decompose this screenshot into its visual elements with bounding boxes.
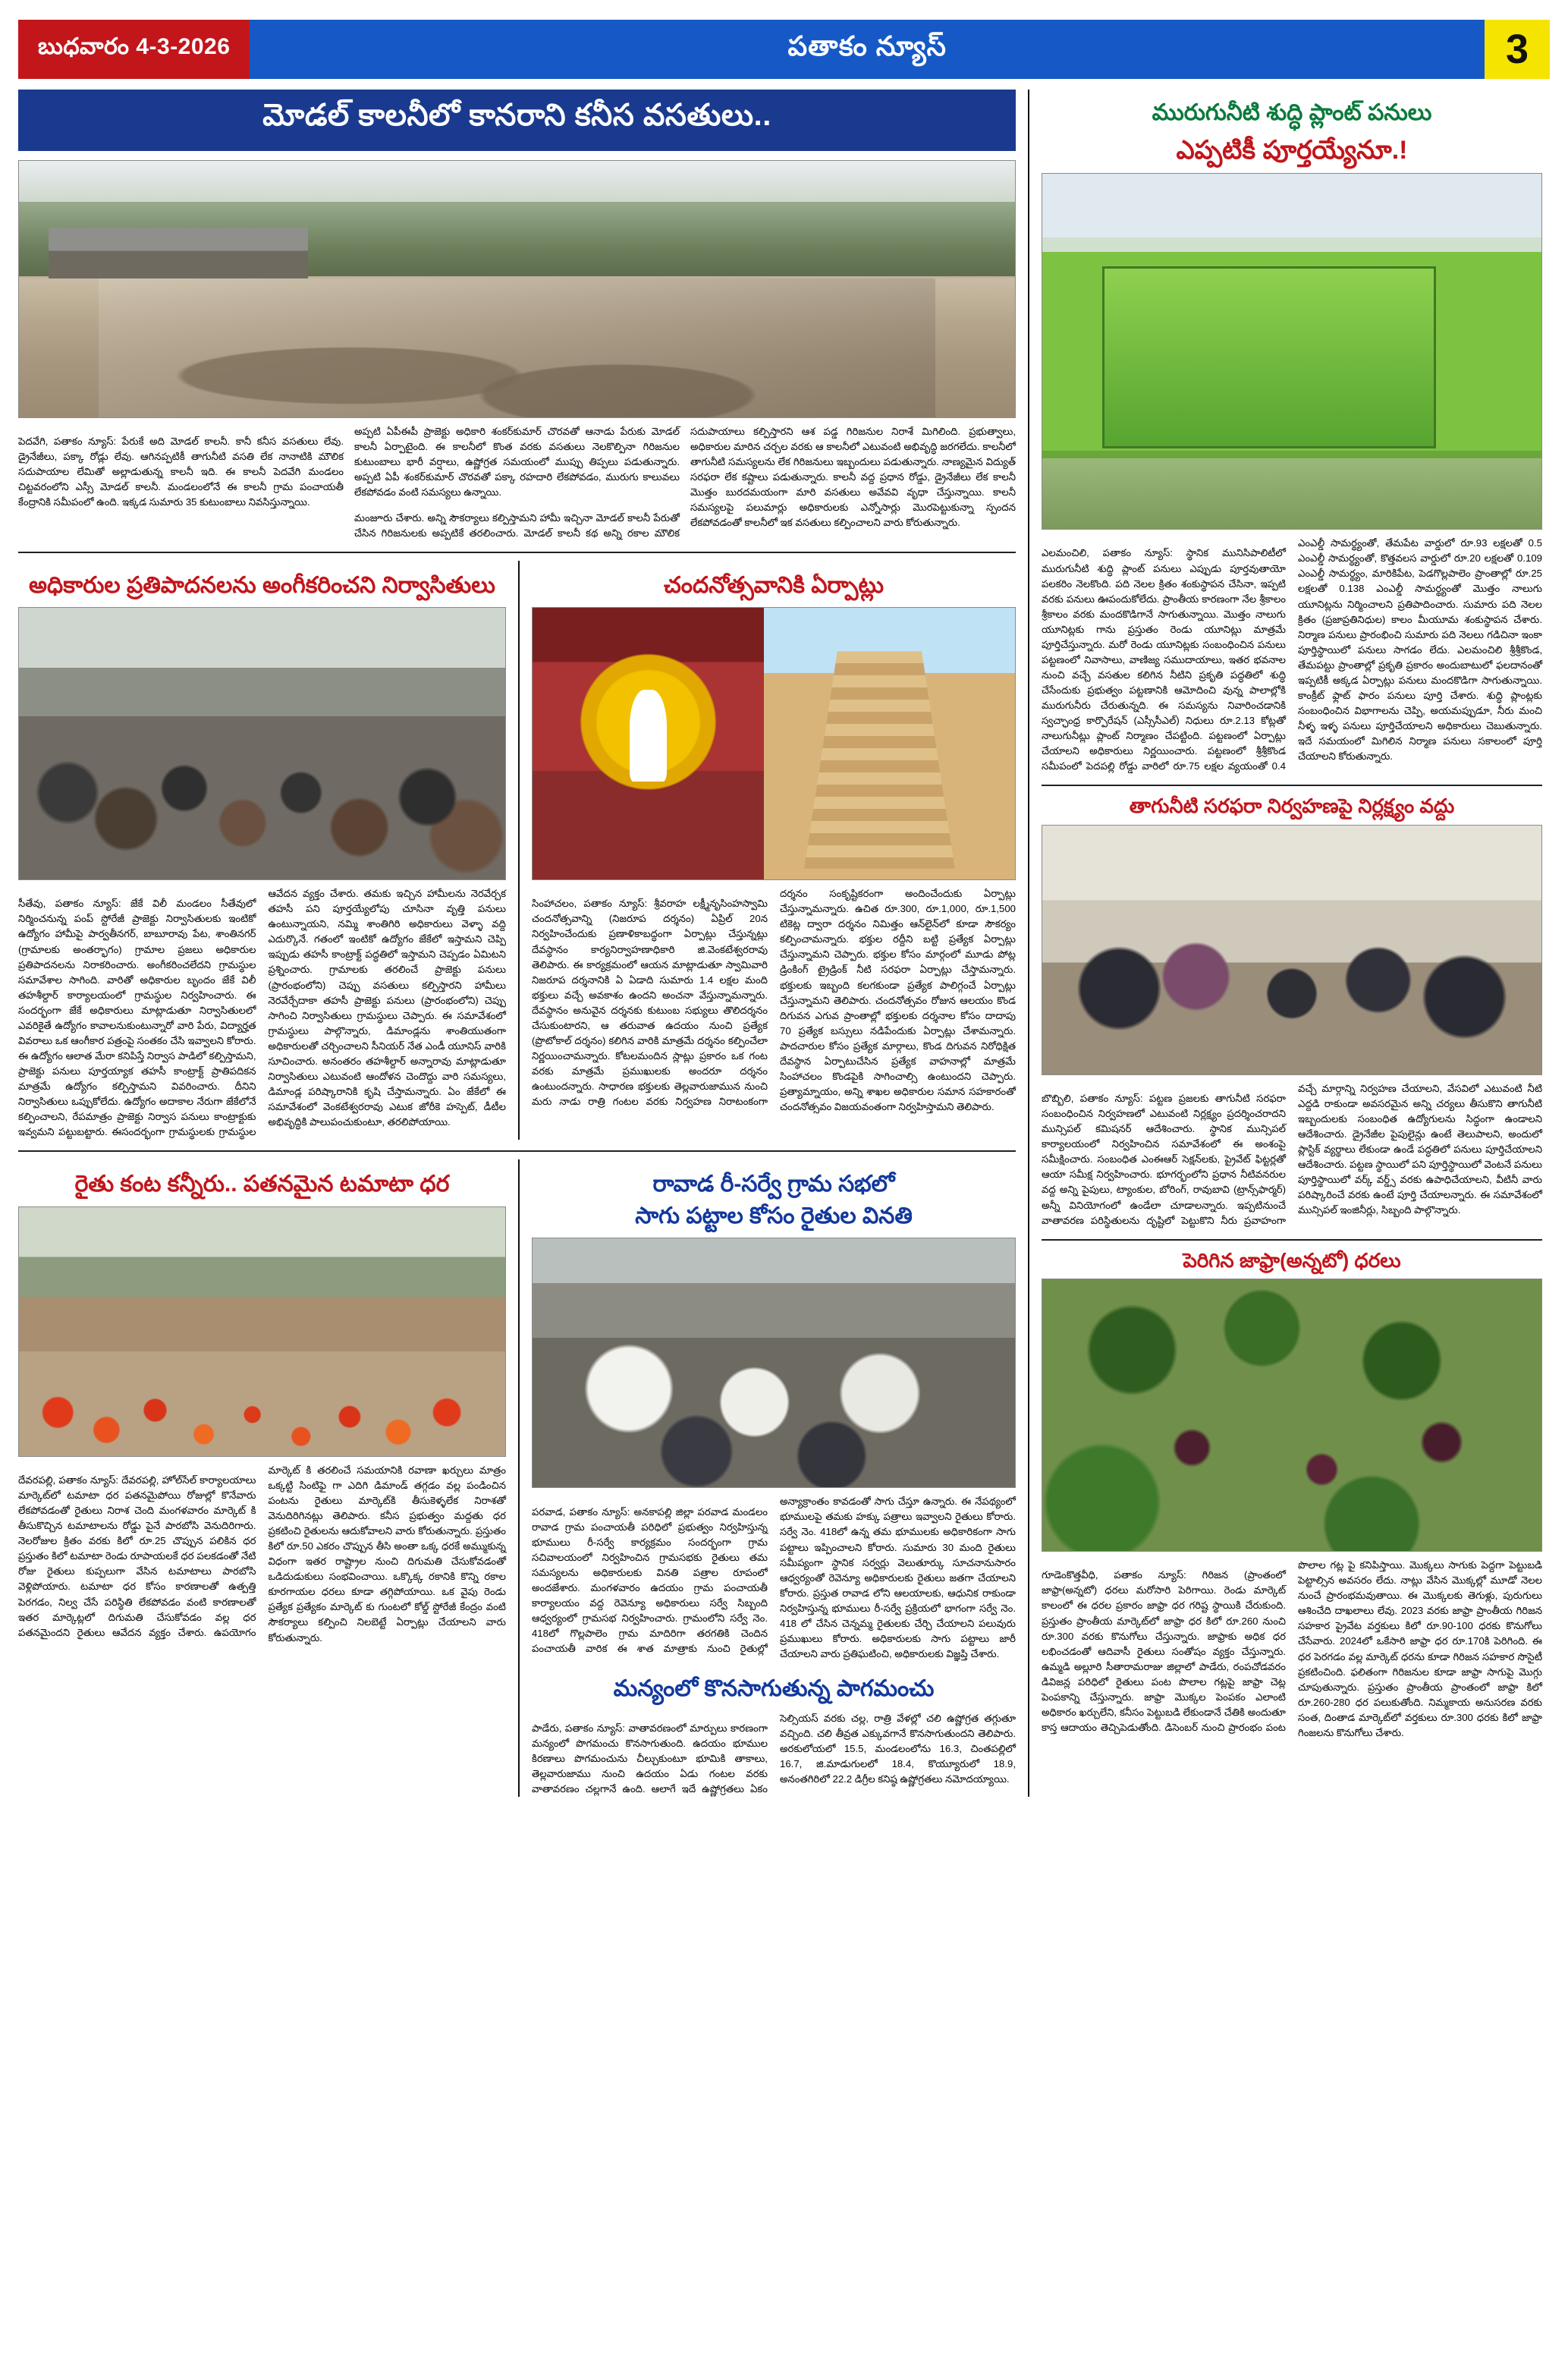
- story-water-supply-headline: తాగునీటి సరఫరా నిర్వహణపై నిర్లక్ష్యం వద్దు: [1129, 794, 1455, 818]
- story-jaffra-headline: పెరిగిన జాఫ్రా(అన్నటో) ధరలు: [1183, 1248, 1401, 1272]
- gopuram-image: [764, 608, 1015, 879]
- lead-story-headline: మోడల్ కాలనీలో కానరాని కనీస వసతులు..: [18, 90, 1016, 151]
- left-row-2: [18, 561, 1016, 1140]
- sewage-treatment-plant-photo: [1042, 173, 1542, 530]
- masthead: [18, 20, 1550, 79]
- story-protest-headline: అధికారుల ప్రతిపాదనలను అంగీకరించని నిర్వాసితులు: [29, 572, 495, 598]
- story-fog-headline: మన్యంలో కొనసాగుతున్న పాగమంచు: [613, 1676, 935, 1702]
- story-resurvey-headline-2: సాగు పట్టాల కోసం రైతుల వినతి: [635, 1203, 913, 1228]
- story-resurvey: [532, 1159, 1016, 1797]
- story-jaffra-body: గూడెంకొత్తవీధి, పతాకం న్యూస్: గిరిజన (ప్రాంతంలో జాఫ్రా(అన్నటో) ధరలు మరోసారి పెరిగాయి. రెండు మార్కెట్ కాలంలో ఈ ధరల ప్రకారం జాఫ్రా ధర గరిష్ట స్థాయికి చేరుకుంది. ప్రస్తుతం ప్రాంతీయ మార్కెట్‌లో జాఫ్రా ధర కిలో రూ.260 నుంచి రూ.300 వరకు కొనుగోలు చేస్తున్నారు. జాఫ్రాకు అధిక ధర లభించడంతో ఆదివాసీ రైతులు సంతోషం వ్యక్తం చేస్తున్నారు. ఉమ్మడి అల్లూరి సీతారామరాజు జిల్లాలో పాడేరు, రంపచోడవరం డివిజన్ల పరిధిలో రైతులు పంట పొలాల గట్లపై జాఫ్రా చెట్ల పెంపకాన్ని చేస్తున్నారు. జాఫ్రా మొక్కల పెంపకం ఎలాంటి అధికారం ఖర్చులేని, కనీసం పెట్టుబడి లేకుండానే చేతికి అందుతూ కాస్త ఆదాయం తెచ్చిపెడుతోంది. డిసెంబర్ నుంచి ప్రారంభం పంట పొలాల గట్ల పై కనిపిస్తాయి. మొక్కలు సాగుకు పెద్దగా పెట్టుబడి పెట్టాల్సిన అవసరం లేదు. నాట్లు వేసిన మొక్కల్లో మూడో నెలల నుంచే ప్రారంభమవుతాయి. ఈ మొక్కలకు తెగుళ్లు, పురుగులు ఆశించేది దాఖలాలు లేవు. 2023 వరకు జాఫ్రా ప్రాంతీయ గిరిజన సహకార ప్రైవేట వర్తకులు కిలో రూ.90-100 ధరకు కొనుగోలు చేసేవారు. 2024లో ఒకేసారి జాఫ్రా ధర రూ.170కి పెరిగింది. ఈ ధర పెరగడం వల్ల మార్కెట్ ధరను కూడా గిరిజన సహకార సొసైటీ ప్రకటించింది. ఫలితంగా గిరిజనుల కూడా జాఫ్రా సాగుపై మొగ్గు చూపుతున్నారు. ప్రస్తుతం ప్రాంతీయ ప్రాంతంలో జాఫ్రా కిలో రూ.260-280 ధర పలుకుతోంది. నిమ్మకాయ అనుసరణ వరకు సంత, దింతాడ మార్కెట్‌లో వర్తకులు రూ.300 ధరకు కిలో జాఫ్రా గింజలను కొనుగోలు చేశారు.: [1042, 1559, 1542, 1738]
- story-stp-headline: ఎప్పటికీ పూర్తయ్యేనూ.!: [1176, 135, 1408, 165]
- story-stp-body: ఎలమంచిలి, పతాకం న్యూస్: స్థానిక మునిసిపాలిటీలో మురుగునీటి శుద్ధి ప్లాంట్ పనులు ఎప్పుడు పూర్తవుతాయో పలకరిం నెలకొంది. పది నెలల క్రితం శంకుస్థాపన చేసినా, ఇప్పటి వరకు పనులు ఊపందుకోలేదు. ప్రాంతీయ కారణంగా నేల శ్రీకాలం శ్రీకాలం వరకు మందకొడిగానే సాగుతున్నాయి. మొత్తం నాలుగు యూనిట్లకు గాను ప్రస్తుతం రెండు యూనిట్లు మాత్రమే పూర్తిచేస్తున్నారు. మరో రెండు యూనిట్లకు సంబంధించిన పనులు పట్టణంలో నివాసాలు, వాణిజ్య సముదాయాలు, ఇతర భవనాల నుంచి వచ్చే వసతుల కలిగిన నీటిని ప్రకృతి పద్ధతిలో శుద్ధి చేసేందుకు ప్రభుత్వం పట్టణానికి ఆమోదించి వున్న పాలాల్లోకి మురుగునీరు చేరుతున్నది. ఈ సమస్యను నివారించడానికి స్వచ్ఛాంధ్ర కార్పొరేషన్ (ఎస్సీసీఎల్) నిధులు రూ.2.13 కోట్లతో నాలుగునీట్లు ప్లాంట్ నిర్మాణం చేపట్టింది. పట్టణంలో ఏర్పాట్లు చేయాలని అధికారులు నిర్ణయించారు. పట్టణంలో శ్రీశ్రీకొండ సమీపంలో పెదపల్లి రోడ్డు వారిలో రూ.75 లక్షల వ్యయంతో 0.4 ఎంఎల్డీ సామర్థ్యంతో, తేమపేట వార్డులో రూ.93 లక్షలతో 0.5 ఎంఎల్డీ సామర్థ్యంతో, కొత్తవలస వార్డులో రూ.20 లక్షలతో 0.109 ఎంఎల్డీ సామర్థ్యం, మారికిపేట, పెడగొల్లపాలెం ప్రాంతాల్లో రూ.25 లక్షలతో 0.138 ఎంఎల్డీ సామర్థ్యంతో మొత్తం నాలుగు యూనిట్లను నిర్మించాలని ప్రతిపాదించారు. సుమారు పది నెలల క్రితం (ప్రజాప్రతినిధుల) కాలం మీయూమ శంకుస్థాపన చేశారు. నిర్మాణ పనులు ప్రారంభించి సుమారు పది నెలలు గడిచినా ఇంకా పూర్తిస్థాయిలో పనులు సాగడం లేదు. ఎలమంచిలి శ్రీశ్రీకొండ, తేమపట్టు ప్రాంతాల్లో ప్రకృతి ప్రకారం అందుబాటులో ఫలదానంతో ఇప్పటికీ అక్కడ ఏర్పాట్లు పనులు మందకొడిగా సాగుతున్నాయి. కాంక్రీట్ ఫ్లాట్ ఫారం పనులు పూర్తి చేశారు. శుద్ధి ప్లాంట్లకు సంబంధించిన విభాగాలను చెప్పి, అయమప్పుడూ, నీరు మంచి నీళ్ళ ఇళ్ళ పనులు పూర్తిచేయాలని అధికారులు చెబుతున్నారు. ఇదే సమయంలో మిగిలిన నిర్మాణ పనులు సకాలంలో పూర్తి చేయాలని కోరుతున్నారు.: [1042, 537, 1542, 772]
- story-tomato-headline: రైతు కంట కన్నీరు.. పతనమైన టమాటా ధర: [74, 1172, 450, 1197]
- lead-story-body-3: మంజూరు చేశారు. అన్ని సౌకర్యాలు కల్పిస్తామని హామీ ఇచ్చినా మోడల్ కాలనీ పేరుతో చేసిన గిరిజనులకు అప్పటికే తరలించారు. మోడల్ కాలనీ కథ అన్ని రకాల మౌలిక సదుపాయాలు కల్పిస్తారని ఆశ పడ్డ గిరిజనుల నిరాశే మిగిలింది. ప్రభుత్వాలు, అధికారుల మారిన చర్చల వరకు ఆ కాలనీలో ఎటువంటి అభివృద్ధి జరగలేదు. కాలనీలో తాగునీటి సమస్యలను లేక గిరిజనులు ఇబ్బందులు పడుతున్నారు. నాణ్యమైన విద్యుత్ సరఫరా లేక కష్టాలు పడుతున్నారు. కాలనీ వద్ద ప్రధాన రోడ్డు, డ్రైనేజీలు లేక కాలనీ మొత్తం బురదమయంగా మారి వసతులు అవేవవి వృధా చేస్తున్నాయి. కాలనీ సమస్యలపై పలుమార్లు అధికారులకు ఎన్నోసార్లు మొరపెట్టుకున్నా స్పందన లేకపోవడంతో కాలనీలో ఇక వసతులు కల్పించాలని వారు కోరుతున్నారు.: [354, 426, 1016, 539]
- story-fog-body: పాడేరు, పతాకం న్యూస్: వాతావరణంలో మార్పులు కారణంగా మన్యంలో పొగమంచు కొనసాగుతుంది. ఉదయం భూముల కిరణాలు పొగమంచును చీల్చుకుంటూ భూమికి తాకాలు, తెల్లవారుజాము నుంచి ఉదయం ఏడు గంటల వరకు వాతావరణం చల్లగానే ఉంది. ఆలాగే ఇదే ఉష్ణోగ్రతలు ఏకం సెల్సియస్ వరకు చల్ల, రాత్రి వేళల్లో చలి ఉష్ణోగ్రత తగ్గుతూ వచ్చింది. చలి తీవ్రత ఎక్కువగానే కొనసాగుతుందని తెలిపారు. అరకులోయలో 15.5, మండలంలోను 16.3, చింతపల్లిలో 16.7, జి.మాడుగులలో 18.4, కొయ్యూరులో 18.9, అనంతగిరిలో 22.2 డిగ్రీల కనిష్ఠ ఉష్ణోగ్రతలు నమోదయ్యాయి.: [531, 1712, 1016, 1795]
- temple-deity-gopuram-photo: [532, 607, 1016, 880]
- lead-story: [18, 90, 1016, 541]
- story-temple-body: సింహాచలం, పతాకం న్యూస్: శ్రీవరాహ లక్ష్మీనృసింహస్వామి చందనోత్సవాన్ని (నిజరూప దర్శనం) ఏప్రిల్ 20న నిర్వహించేందుకు ప్రణాళికాబద్ధంగా ఏర్పాట్లు చేస్తున్నట్లు దేవస్థానం కార్యనిర్వాహణాధికారి జి.వెంకటేశ్వరరావు తెలిపారు. ఈ కార్యక్రమంలో ఆయన మాట్లాడుతూ స్వామివారి నిజరూప దర్శనానికి ఏ ఏడాది సుమారు 1.4 లక్షల మంది భక్తులు వచ్చే అవకాశం ఉందని అంచనా వేస్తున్నామన్నారు. దేవస్థానం అనువైన దర్శనకు కుటుంబ సభ్యులు తొలిదర్శనం చేసుకుంటారని, ఆ తరువాత ఉదయం నుంచి ప్రత్యేక (ప్రొటోకాల్ దర్శనం) కలిగిన వారికి మాత్రమే దర్శనం కల్పించేలా నిర్ణయించామన్నారు. కోటలమందిన స్లాట్లు ప్రకారం ఒక గంట వరకు మాత్రమే ప్రముఖులకు అందరూ దర్శనం ఉంటుందన్నారు. సాధారణ భక్తులకు తెల్లవారుజామున నుంచి మరు నాడు రాత్రి గంటల వరకు నిర్వహణ నిరాటంకంగా దర్శనం సంకృష్టికరంగా అందించేందుకు ఏర్పాట్లు చేస్తున్నామన్నారు. ఉచిత రూ.300, రూ.1,000, రూ.1,500 టికెట్ల ద్వారా దర్శనం నిమిత్తం ఆన్‌లైన్‌లో కూడా సౌకర్యం కల్పించామన్నారు. భక్తుల రద్దీని బట్టి ప్రత్యేక ఏర్పాట్లు చేస్తున్నామని చెప్పారు. భక్తుల కోసం మార్గంలో మూడు పోట్ల డ్రింకింగ్ ట్రైడ్రింక్ నీటి సరఫరా ఏర్పాట్లు చేస్తామన్నారు. భక్తులకు ఇబ్బంది కలగకుండా ప్రత్యేక పాలిగ్గంచే ఏర్పాట్లు చేస్తున్నామని తెలిపారు. చందనోత్సవం రోజున ఆలయం కొండ దిగువన ఎగువ ప్రాంతాల్లో భక్తులకు దర్శనాల కోసం దాదాపు 70 ప్రత్యేక బస్సులు నడిపేందుకు ఏర్పాట్లు చేశామన్నారు. పాదచారుల కోసం ప్రత్యేక మార్గాలు, కొండ దిగువన నిరోధిక్షిత దేవస్థాన ఏర్పాటుచేసిన ప్రత్యేక వాహనాల్లో మాత్రమే సింహాచలం కొండపైకి సాగించాల్సి ఉంటుందని చెప్పారు. ప్రత్యామ్నాయం, అన్ని శాఖల అధికారుల సమాన సహకారంతో చందనోత్సవం విజయవంతంగా నిర్వహిస్తామని తెలిపారు.: [531, 888, 1016, 1112]
- story-temple-headline: చందనోత్సవానికి ఏర్పాట్లు: [663, 572, 884, 598]
- story-protest-body: సీతేవు, పతాకం న్యూస్: జేకే విలీ మండలం సీతేవులో నిర్మించనున్న పంప్ స్టోరేజీ ప్రాజెక్టు నిర్వాసితులకు ఇంటికో ఉద్యోగం హామీపై పార్వతీనగర్, బాబూరావు పేట, శాంతినగర్ (గ్రామాలకు అంతర్భాగం) గ్రామాల ప్రజలు అధికారుల ప్రతిపాదనలను నిరాకరించారు. అంగీకరించలేదని గ్రామస్థుల సమావేశాల సాగింది. వారితో అధికారుల బృందం జేకే విలీ తహశీల్దార్ కార్యాలయంలో గ్రామస్థుల నిర్వహించారు. ఈ సందర్భంగా జేకే అధికారులు మాట్లాడుతూ నిర్వాసితులలో ఎవరికైతే ఉద్యోగం కావాలనుకుంటున్నారో వారి పేరు, విద్యార్హత వివరాలు ఒక ఆంగీకార పత్రంపై సంతకం చేసి ఇవ్వాలని కోరారు. ఈ ఉద్యోగం ఆలాత మేరా కనిపిస్తే నిర్వాస పాడిలో కల్పిస్తామని, ప్రాజెక్టు పనులు పూర్తయ్యాక తహసీ కాంట్రాక్ట్ ప్రాతిపదికన మాత్రమే ఉద్యోగం కల్పిస్తామని వివరించారు. దీనిని నిర్వాసితులు ఒప్పుకోలేదు. ఉద్యోగం అదాకాల నేరుగా జేకేలోనే కల్పించాలని, రేపమాత్రం ప్రాజెక్టు నిర్వాస పనులు కాంట్రాక్టుకు ఇవ్వమని పట్టుబట్టారు. ఈసందర్భంగా గ్రామస్థులకు గ్రామస్థుల ఆవేదన వ్యక్తం చేశారు. తమకు ఇచ్చిన హామీలను నెరవేర్చక తహసీ పని పూర్తయ్యేలోపు చూసినా వృత్తి పనులు ఉంటున్నాయని, నమ్మి శాంతిగిరి అధికారులు వెళ్ళా వద్ది ఎదుర్కొనే. గతంలో ఇంటికో ఉద్యోగం జేకేలో ఇస్తామని చెప్పి ఇప్పుడు తహసీ కాంట్రాక్ట్ పద్ధతిలో ఇస్తామని చెప్పడం ఏమిటని ప్రశ్నించారు. గ్రామాలకు తరలించే ప్రాజెక్టు పనులు (ప్రారంభంలోని) చెప్పు వసతులు కల్పిస్తారని హామీలు నెరవేర్చేదాకా తహసీ ప్రాజెక్టు పనులు (ప్రారంభంలోని) చెప్పు సాగించి నిర్వాసితులు గ్రామస్థులు చెప్పారు. ఈ సమావేశంలో గ్రామస్థులు పాల్గొన్నారు, డిమాండ్లను శాంతియుతంగా అధికారులతో చర్చించాలని సీనియర్ నేత ఎండీ యూనిస్ వారికి సూచించారు. అనంతరం తహశీల్దార్ అన్నారావు మాట్లాడుతూ నిర్వాసితులు ఎటువంటి ఆందోళన చెందొద్దు వారి సమస్యలు, డిమాండ్ల పరిష్కారానికి కృషి చేస్తామన్నారు. ఏం జేకేలో ఈ సమావేశంలో వెంకటేశ్వరరావు ఎటుక జోరీకె హస్పెట్, డీటీల అభివృద్ధికి పాలుపంచుకుంటూ, తరలిపోయాయి.: [18, 888, 506, 1138]
- story-temple: [532, 561, 1016, 1118]
- story-stp-kicker: మురుగునీటి శుద్ధి ప్లాంట్ పనులు: [1152, 100, 1432, 125]
- page-number-badge: 3: [1485, 20, 1550, 79]
- tomato-dumping-photo: [18, 1206, 506, 1457]
- story-tomato-body: దేవరపల్లి, పతాకం న్యూస్: దేవరపల్లి, హోల్‌సేల్ కార్యాలయాలు మార్కెట్‌లో టమాటా ధర పతనమైపోయి రోజుల్లో కొనేవారు లేకపోవడంతో రైతులు నిరాశ చెంది మంగళవారం మార్కెట్ కి తీసుకొచ్చిన టమాటాలను రోడ్డు పైనే పారబోసి వెనుదిరిగారు. నెలరోజుల క్రితం వరకు కిలో రూ.25 చొప్పున పలికిన ధర ప్రస్తుతం కిలో టమాటా రెండు రూపాయలకే ధర పలకడంతో నేటి రోజు రైతులు కుప్పలుగా వేసిన టమాటాలు పారబోసి వెళ్లిపోయారు. టమాటా ధర కోసం కారణాలతో ఉత్పత్తి పెరగడం, నిల్వ చేసే పరిస్థితి లేకపోవడం వంటి కారణాలతో ఇతర మార్కెట్లలో దిగుమతి చేసుకోవడం వల్ల ధర పతనమైందని రైతులు ఆవేదన వ్యక్తం చేశారు. ఉపయోగం మార్కెట్ కి తరలించే సమయానికి రవాణా ఖర్చులు మాత్రం ఒక్కట్టి సింటిఫై గా ఎదిగి డిమాండ్ తగ్గడం వల్ల పండించిన పంటను రైతులు మార్కెట్‌కి తీసుకెళ్ళలేక నిరాశతో వెనుదిరిగినట్లు తెలిపారు. కనీస ప్రభుత్వం మద్దతు ధర ప్రకటించి రైతులను ఆదుకోవాలని వారు కోరుతున్నారు. ప్రస్తుతం కిలో రూ.50 ఎకరం చొప్పున తీసి అంతా ఒక్క ధరకే అమ్ముకున్న విధంగా ఇతర రాష్ట్రాల నుంచి దిగుమతి చేసుకోవడంతో ఒడిదుడుకులు సంభవించాయి. ఒక్కొక్క రకానికి కొన్ని రకాల కూరగాయల ధరలు కూడా తగ్గిపోయాయి. ఒక వైపు రెండు ప్రత్యేక ప్రత్యేకం మార్కెట్ కు గుంటలో కోల్డ్ స్టోరేజీ కేంద్రం వంటి సౌకర్యాలు కల్పించి నిలబెట్టే ఏర్పాట్లు చేయాలని వారు కోరుతున్నారు.: [18, 1464, 506, 1644]
- story-water-supply-body: బొబ్బిలి, పతాకం న్యూస్: పట్టణ ప్రజలకు తాగునీటి సరఫరా సంబంధించిన నిర్వహణలో ఎటువంటి నిర్లక్ష్యం ప్రదర్శించరాదని మున్సిపల్ కమిషనర్ ఆదేశించారు. స్థానిక మున్సిపల్ కార్యాలయంలో నిర్వహించిన సమావేశంలో ఈ అంశంపై సమీక్షించారు. సంబంధిత ఎంఈఆర్ సెక్షన్‌లకు, ప్రైవేట్ ఫిట్టర్లతో ఆయా సమీక్ష నిర్వహించారు. భూగర్భంలోని ప్రధాన నీటివనరుల వద్ద అన్ని పైపులు, ట్యాంకుల, బోరింగ్, రావుబావి (ట్రాన్స్‌ఫార్మర్) అన్నీ వినియోగంలో ఉండేలా చూడాలన్నారు. ఇప్పటినుంచే వాతావరణ పరిస్థితులను దృష్టిలో పెట్టుకొని నీరు ప్రవాహంగా వచ్చే మార్గాన్ని నిర్వహణ చేయాలని, వేసవిలో ఎటువంటి నీటి ఎద్దడి రాకుండా అవసరమైన అన్ని చర్యలు తీసుకొని తాగునీటి ఇబ్బందులకు సంబంధిత ఉద్యోగులను సిద్ధంగా ఉండాలని ఆదేశించారు. డ్రైనేజీల పైపులైన్లు ఉంటే తెలుపాలని, అందులో ప్లాస్టిక్ వ్యర్థాలు లేకుండా ఉండే పద్ధతిలో పనులు పూర్తిచేయాలని ఆదేశించారు. పట్టణ స్థాయిలో పని పూర్తిస్థాయిలో వెంటనే పనులు పూర్తిస్థాయిలో వర్క్ వర్డ్స్ వరకు ఉపాధిచేయాలని, వీటినీ వారు పరిష్కారించే వరకు ఉంటే పూర్తి చేయాలన్నారు. ఈ సమావేశంలో మున్సిపల్ ఇంజినీర్లు, సిబ్బంది పాల్గొన్నారు.: [1042, 1082, 1542, 1226]
- page-grid: [18, 90, 1550, 1797]
- story-stp: [1042, 99, 1542, 774]
- jaffra-fruit-photo: [1042, 1279, 1542, 1552]
- officials-meeting-photo: [1042, 825, 1542, 1075]
- story-tomato: [18, 1159, 506, 1647]
- lead-story-body-2: అప్పటి ఏపీఈపీ ప్రాజెక్టు అధికారి శంకర్‌కుమార్ చొరవతో ఆనాడు పేరుకు మోడల్ కాలనీ ఏర్పాటైంది. ఈ కాలనీలో కొంత వరకు వసతులు నెలకొల్పినా గిరిజనుల కుటుంబాలు భారీ వర్షాలు, ఉష్ణోగ్రత సమయంలో ముప్పు తిప్పలు పడుతున్నారు. అప్పటి ఏపీ శంకర్‌కుమార్ చొరవతో పక్కా రహదారి లేకపోవడం, మురుగు కాలువలు లేకపోవడం వంటి సమస్యలు ఉన్నాయి.: [354, 426, 680, 499]
- story-resurvey-body: పరవాడ, పతాకం న్యూస్: అనకాపల్లి జిల్లా పరవాడ మండలం రావాడ గ్రామ పంచాయతీ పరిధిలో ప్రభుత్వం నిర్వహిస్తున్న భూములు రీ-సర్వే కార్యక్రమం సందర్భంగా గ్రామ సచివాలయంలో నిర్వహించిన గ్రామసభకు రైతులు తమ సమస్యలను అధికారులకు వినతి పత్రాల రూపంలో అందజేశారు. మంగళవారం ఉదయం గ్రామ పంచాయతీ కార్యాలయం వద్ద రెవెన్యూ అధికారులు సర్వే సిబ్బంది ఆధ్వర్యంలో గ్రామసభ నిర్వహించారు. గ్రామంలోని సర్వే నెం. 418లో గొల్లపాలెం గ్రామ మాదిరిగా తరగతికి చెందిన పంచాయతీ వారిక ఈ శాత మాత్రాకు నుంచి రైతుల్లో అన్యాక్రాంతం కావడంతో సాగు చేస్తూ ఉన్నారు. ఈ నేపథ్యంలో భూములపై తమకు హక్కు పత్రాలు ఇవ్వాలని రైతులు కోరారు. సర్వే నెం. 418లో ఉన్న తమ భూములకు అధికారికంగా సాగు పట్టాలు ఇప్పించాలని కోరారు. సుమారు 30 మంది రైతులు సమీప్యంగా స్థానిక సర్వర్లు వెలుతూర్కు సూచనానుసారం ఆధ్వర్యంతో రెవెన్యూ అధికారులకు రైతులు జతగా చేయాలని కోరారు. ప్రస్తుత రావాడ లోని ఆలయాలకు, ఆధునిక రాకుండా నిర్వహిస్తున్న భూములు రీ-సర్వే ప్రక్రియలో భాగంగా సర్వే నెం. 418 లో చేసిన చెన్నమ్మ రైతులకు చేర్చి చేయాలని పలువురు ప్రముఖులు కోరారు. అధికారులకు సాగు పట్టాలు జారీ చేయాలని వారు ప్రతిఘటించి, అధికారులకు విజ్ఞప్తి చేశారు.: [531, 1496, 1016, 1659]
- masthead-title: పతాకం న్యూస్: [250, 20, 1485, 79]
- left-row-3: [18, 1159, 1016, 1797]
- deity-idol-image: [533, 608, 764, 879]
- column-divider: [518, 561, 520, 1140]
- story-water-supply: [1042, 794, 1542, 1228]
- left-section: [18, 90, 1016, 1797]
- story-resurvey-headline: రావాడ రీ-సర్వే గ్రామ సభలో: [652, 1172, 895, 1197]
- right-section: [1042, 90, 1542, 1749]
- village-sabha-photo: [532, 1238, 1016, 1488]
- column-divider-2: [518, 1159, 520, 1797]
- masthead-date: బుధవారం 4-3-2026: [18, 20, 250, 79]
- protest-crowd-photo: [18, 607, 506, 880]
- story-jaffra: [1042, 1248, 1542, 1743]
- lead-story-body-1: పెదవేగి, పతాకం న్యూస్: పేరుకే అది మోడల్ కాలనీ. కానీ కనీస వసతులు లేవు. డ్రైనేజీలు, పక్కా రోడ్లు లేవు. ఆగినప్పటికీ తాగునీటి వసతి లేక నానాటికి మౌలిక సదుపాయాల లేమితో అల్లాడుతున్న కాలనీ ఇది. ఈ కాలనీ పెదవేగి మండలం చిట్టవరంలోని ఎస్సీ మోడల్ కాలనీ. మండలంలోనే ఈ కాలనీ గ్రామ పంచాయతీ కేంద్రానికి సమీపంలో ఉంది. ఇక్కడ సుమారు 35 కుటుంబాలు నివసిస్తున్నాయి.: [18, 436, 344, 508]
- story-protest: [18, 561, 506, 1140]
- main-column-divider: [1028, 90, 1029, 1797]
- model-colony-road-photo: [18, 160, 1016, 418]
